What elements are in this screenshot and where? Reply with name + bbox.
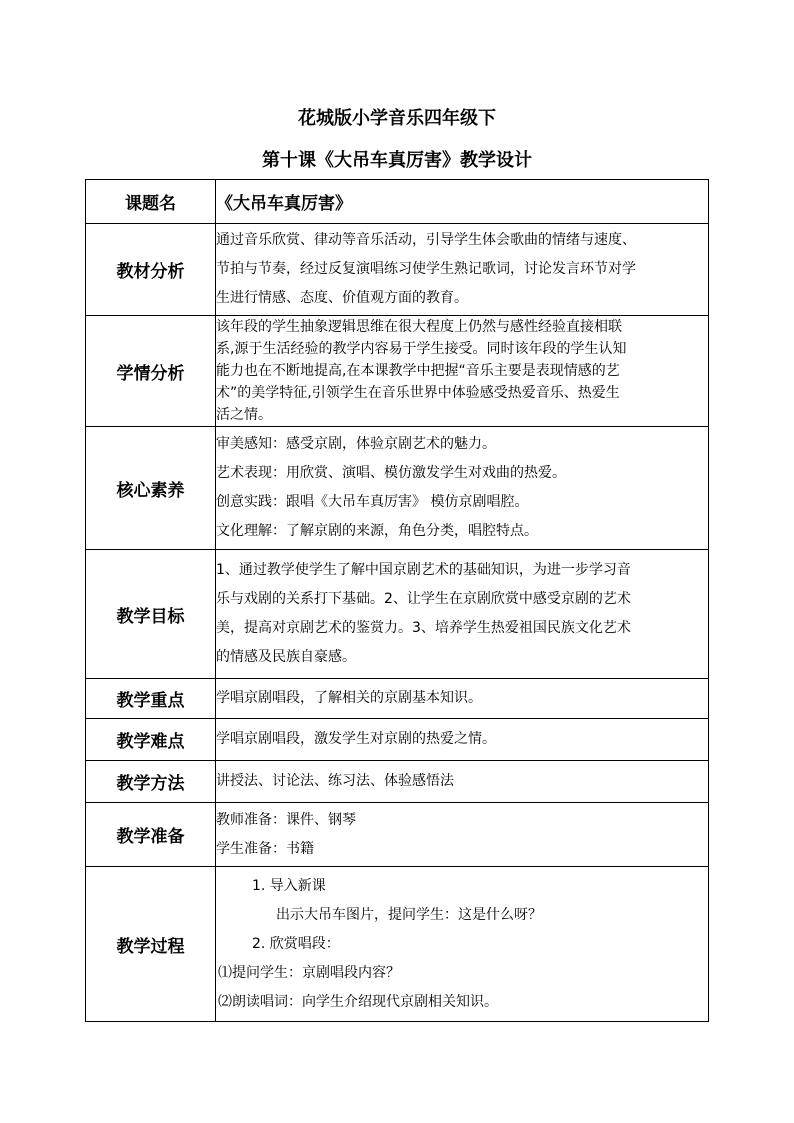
row-material: [86, 224, 709, 316]
label-literacy: 核心素养: [86, 427, 216, 550]
prep-line: 学生准备：书籍: [216, 840, 314, 857]
lesson-plan-table: [85, 179, 709, 1022]
label-prep: 教学准备: [86, 803, 216, 867]
students-line: 该年段的学生抽象逻辑思维在很大程度上仍然与感性经验直接相联: [216, 319, 622, 335]
label-difficulty: 教学难点: [86, 719, 216, 761]
value-method: [216, 761, 709, 803]
label-material: 教材分析: [86, 224, 216, 316]
goals-line: 乐与戏剧的关系打下基础。2、让学生在京剧欣赏中感受京剧的艺术: [216, 591, 631, 607]
value-topic: [216, 180, 709, 224]
value-literacy: [216, 427, 709, 550]
goals-line: 1、通过教学使学生了解中国京剧艺术的基础知识，为进一步学习音: [216, 562, 631, 578]
document-subtitle: 花城版小学音乐四年级下: [298, 108, 496, 129]
material-line: 通过音乐欣赏、律动等音乐活动，引导学生体会歌曲的情绪与速度、: [216, 232, 636, 248]
method-text: 讲授法、讨论法、练习法、体验感悟法: [216, 773, 454, 789]
goals-line: 的情感及民族自豪感。: [216, 649, 356, 665]
process-step: 1. 导入新课: [252, 877, 326, 894]
label-topic: 课题名: [86, 180, 216, 224]
label-keypoint: 教学重点: [86, 679, 216, 719]
row-method: [86, 761, 709, 803]
process-detail: 出示大吊车图片，提问学生：这是什么呀？: [276, 906, 542, 923]
row-prep: [86, 803, 709, 867]
material-line: 生进行情感、态度、价值观方面的教育。: [216, 290, 468, 306]
value-prep: [216, 803, 709, 867]
row-process: [86, 867, 709, 1022]
value-material: [216, 224, 709, 316]
label-students: 学情分析: [86, 316, 216, 427]
difficulty-text: 学唱京剧唱段，激发学生对京剧的热爱之情。: [216, 731, 496, 747]
document-title: 第十课《大吊车真厉害》教学设计: [262, 150, 532, 171]
label-goals: 教学目标: [86, 550, 216, 679]
process-detail: ⑵朗读唱词：向学生介绍现代京剧相关知识。: [218, 993, 498, 1010]
value-goals: [216, 550, 709, 679]
row-keypoint: [86, 679, 709, 719]
row-topic: [86, 180, 709, 224]
value-process: [216, 867, 709, 1022]
row-students: [86, 316, 709, 427]
process-detail: ⑴提问学生：京剧唱段内容？: [218, 964, 400, 981]
literacy-line: 文化理解：了解京剧的来源，角色分类，唱腔特点。: [216, 523, 538, 539]
students-line: 能力也在不断地提高,在本课教学中把握“音乐主要是表现情感的艺: [216, 363, 620, 379]
value-difficulty: [216, 719, 709, 761]
prep-line: 教师准备：课件、钢琴: [216, 811, 356, 828]
students-line: 系,源于生活经验的教学内容易于学生接受。同时该年段的学生认知: [216, 341, 627, 357]
value-keypoint: [216, 679, 709, 719]
keypoint-text: 学唱京剧唱段，了解相关的京剧基本知识。: [216, 690, 482, 706]
goals-line: 美，提高对京剧艺术的鉴赏力。3、培养学生热爱祖国民族文化艺术: [216, 620, 631, 636]
literacy-line: 创意实践：跟唱《大吊车真厉害》 模仿京剧唱腔。: [216, 494, 529, 510]
literacy-line: 审美感知：感受京剧，体验京剧艺术的魅力。: [216, 436, 496, 452]
students-line: 活之情。: [216, 407, 272, 423]
value-students: [216, 316, 709, 427]
label-process: 教学过程: [86, 867, 216, 1022]
row-literacy: [86, 427, 709, 550]
row-goals: [86, 550, 709, 679]
students-line: 术”的美学特征,引领学生在音乐世界中体验感受热爱音乐、热爱生: [216, 385, 620, 401]
process-step: 2. 欣赏唱段：: [252, 935, 340, 952]
label-method: 教学方法: [86, 761, 216, 803]
material-line: 节拍与节奏，经过反复演唱练习使学生熟记歌词，讨论发言环节对学: [216, 261, 636, 277]
literacy-line: 艺术表现：用欣赏、演唱、模仿激发学生对戏曲的热爱。: [216, 465, 566, 481]
topic-title: 《大吊车真厉害》: [216, 194, 352, 214]
row-difficulty: [86, 719, 709, 761]
